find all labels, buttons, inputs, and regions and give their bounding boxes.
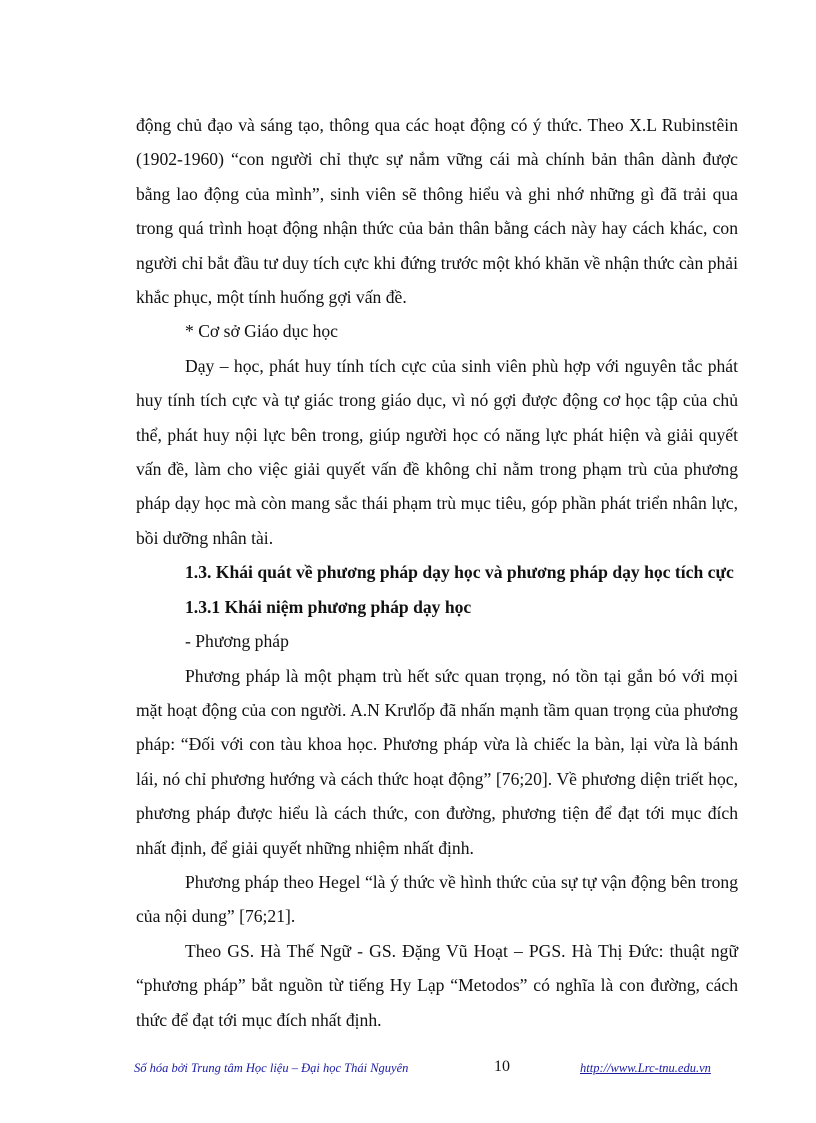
- subsection-label: * Cơ sở Giáo dục học: [185, 321, 338, 342]
- paragraph-etymology: Theo GS. Hà Thế Ngữ - GS. Đặng Vũ Hoạt – PGS. Hà Thị Đức: thuật ngữ “phương pháp” bắt nguồn từ tiếng Hy Lạp “Metodos” có nghĩa là con đường, cách thức để đạt tới mục đích nhất định.: [136, 940, 738, 1030]
- paragraph-education: Dạy – học, phát huy tính tích cực của sinh viên phù hợp với nguyên tắc phát huy tính tích cực và tự giác trong giáo dục, vì nó gợi được động cơ học tập của chủ thể, phát huy nội lực bên trong, giúp người học có năng lực phát hiện và giải quyết vấn đề, làm cho việc giải quyết vấn đề không chỉ nằm trong phạm trù của phương pháp dạy học mà còn mang sắc thái phạm trù mục tiêu, góp phần phát triển nhân lực, bồi dưỡng nhân tài.: [136, 355, 738, 548]
- section-heading: 1.3. Khái quát về phương pháp dạy học và phương pháp dạy học tích cực: [185, 562, 734, 583]
- footer-link[interactable]: http://www.Lrc-tnu.edu.vn: [580, 1061, 711, 1075]
- list-item-method: - Phương pháp: [185, 631, 289, 652]
- body-text: [136, 108, 738, 1037]
- subsection-heading: 1.3.1 Khái niệm phương pháp dạy học: [185, 596, 472, 617]
- footer-source: Số hóa bởi Trung tâm Học liệu – Đại học Thái Nguyên: [134, 1061, 409, 1075]
- paragraph-method-definition: Phương pháp là một phạm trù hết sức quan trọng, nó tồn tại gắn bó với mọi mặt hoạt động của con người. A.N Krưlốp đã nhấn mạnh tầm quan trọng của phương pháp: “Đối với con tàu khoa học. Phương pháp vừa là chiếc la bàn, lại vừa là bánh lái, nó chỉ phương hướng và cách thức hoạt động” [76;20]. Về phương diện triết học, phương pháp được hiểu là cách thức, con đường, phương tiện để đạt tới mục đích nhất định, để giải quyết những nhiệm nhất định.: [136, 665, 738, 858]
- page-footer: [0, 1058, 816, 1082]
- paragraph-hegel: Phương pháp theo Hegel “là ý thức về hình thức của sự tự vận động bên trong của nội dung” [76;21].: [136, 871, 738, 927]
- paragraph-continuation: động chủ đạo và sáng tạo, thông qua các hoạt động có ý thức. Theo X.L Rubinstêin (1902-1960) “con người chỉ thực sự nắm vững cái mà chính bản thân dành được bằng lao động của mình”, sinh viên sẽ thông hiểu và ghi nhớ những gì đã trải qua trong quá trình hoạt động nhận thức của bản thân bằng cách này hay cách khác, con người chỉ bắt đầu tư duy tích cực khi đứng trước một khó khăn về nhận thức càn phải khắc phục, một tính huống gợi vấn đề.: [136, 115, 738, 308]
- page-number: 10: [494, 1058, 510, 1075]
